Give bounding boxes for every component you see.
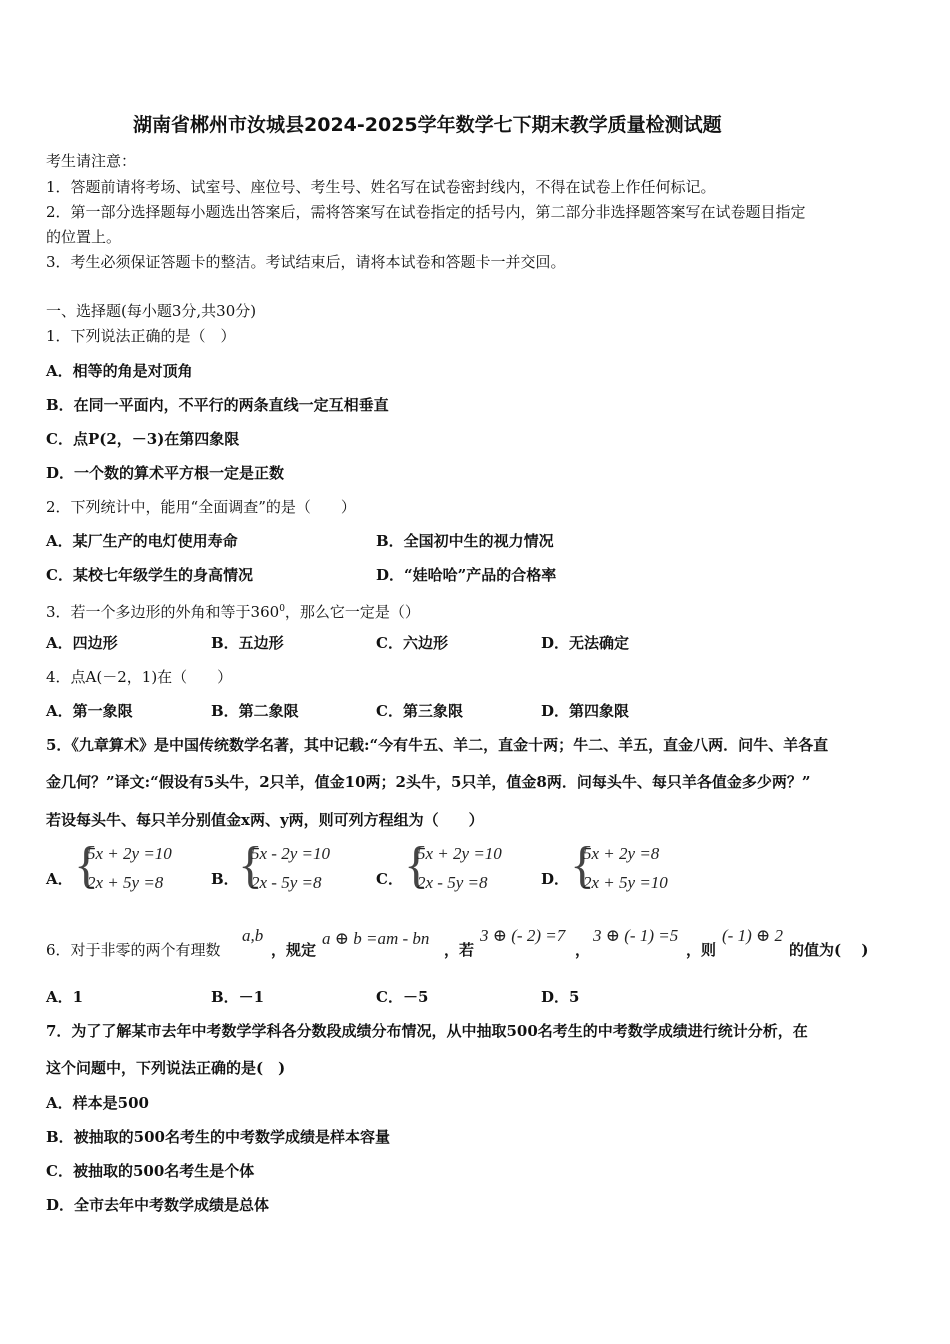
section-heading: 一、选择题(每小题3分,共30分) [46, 302, 257, 320]
question-2-stem: 2．下列统计中，能用“全面调查”的是（ ） [46, 498, 356, 516]
notice-item: 1．答题前请将考场、试室号、座位号、考生号、姓名写在试卷密封线内，不得在试卷上作任何标记。 [46, 178, 716, 196]
math-expression: a,b [242, 926, 264, 945]
notice-item: 2．第一部分选择题每小题选出答案后，需将答案写在试卷指定的括号内，第二部分非选择题答案写在试卷题目指定 [46, 203, 806, 221]
question-4-option-c: C．第三象限 [376, 702, 463, 720]
question-1-stem: 1．下列说法正确的是（ ） [46, 327, 236, 345]
equation-line: 2x - 5y =8 [417, 873, 488, 892]
question-3-option-b: B．五边形 [211, 634, 284, 652]
question-7-option-a: A．样本是500 [46, 1094, 149, 1112]
equation-line: 2x - 5y =8 [251, 873, 322, 892]
equation-line: 5x + 2y =8 [583, 844, 660, 863]
question-4-option-d: D．第四象限 [541, 702, 630, 720]
equation-line: 2x + 5y =10 [583, 873, 668, 892]
question-4-option-b: B．第二象限 [211, 702, 299, 720]
question-6-stem: 6．对于非零的两个有理数 [46, 941, 221, 959]
option-label: A． [46, 870, 73, 888]
question-4-option-a: A．第一象限 [46, 702, 133, 720]
question-3-stem-text: 3．若一个多边形的外角和等于360 [46, 603, 280, 621]
math-expression: (- 1) ⊕ 2 [722, 926, 783, 945]
question-7-option-c: C．被抽取的500名考生是个体 [46, 1162, 255, 1180]
question-6-text: ， [575, 941, 591, 959]
question-6-option-d: D．5 [541, 988, 580, 1006]
brace-icon: { [404, 837, 429, 894]
question-1-option-d: D．一个数的算术平方根一定是正数 [46, 464, 285, 482]
question-5-stem-line: 金几何？”译文:“假设有5头牛，2只羊，值金10两；2头牛，5只羊，值金8两．问每头牛、每只羊各值金多少两？” [46, 773, 811, 791]
question-4-stem: 4．点A(－2，1)在（ ） [46, 668, 233, 686]
question-3-option-d: D．无法确定 [541, 634, 630, 652]
question-1-option-a: A．相等的角是对顶角 [46, 362, 193, 380]
page-title: 湖南省郴州市汝城县2024-2025学年数学七下期末教学质量检测试题 [133, 114, 722, 136]
question-1-option-c: C．点P(2，－3)在第四象限 [46, 430, 240, 448]
question-6-text: ，规定 [271, 941, 317, 959]
question-3-option-c: C．六边形 [376, 634, 448, 652]
question-2-option-b: B．全国初中生的视力情况 [376, 532, 554, 550]
question-6-option-c: C．－5 [376, 988, 429, 1006]
notice-item: 3．考生必须保证答题卡的整洁。考试结束后，请将本试卷和答题卡一并交回。 [46, 253, 566, 271]
question-6-text: ，则 [686, 941, 717, 959]
question-1-option-b: B．在同一平面内，不平行的两条直线一定互相垂直 [46, 396, 389, 414]
option-label: D． [541, 870, 570, 888]
question-3-stem-tail: ，那么它一定是（） [284, 603, 420, 621]
question-6-option-a: A．1 [46, 988, 84, 1006]
question-5-stem-line: 5．《九章算术》是中国传统数学名著，其中记载:“今有牛五、羊二，直金十两；牛二、羊五，直金八两．问牛、羊各直 [46, 736, 829, 754]
question-2-option-d: D．“娃哈哈”产品的合格率 [376, 566, 557, 584]
question-2-option-a: A．某厂生产的电灯使用寿命 [46, 532, 238, 550]
equation-line: 5x + 2y =10 [87, 844, 172, 863]
question-6-text: ，若 [444, 941, 475, 959]
question-3-option-a: A．四边形 [46, 634, 118, 652]
question-6-option-b: B．－1 [211, 988, 265, 1006]
math-expression: a ⊕ b =am - bn [322, 929, 430, 948]
brace-icon: { [238, 837, 263, 894]
equation-line: 5x + 2y =10 [417, 844, 502, 863]
question-2-option-c: C．某校七年级学生的身高情况 [46, 566, 253, 584]
question-7-stem-line: 这个问题中，下列说法正确的是( ) [46, 1059, 286, 1077]
question-7-stem-line: 7．为了了解某市去年中考数学学科各分数段成绩分布情况，从中抽取500名考生的中考数学成绩进行统计分析，在 [46, 1022, 808, 1040]
option-label: B． [211, 870, 239, 888]
notice-item: 的位置上。 [46, 228, 122, 246]
option-label: C． [376, 870, 403, 888]
question-7-option-b: B．被抽取的500名考生的中考数学成绩是样本容量 [46, 1128, 390, 1146]
question-7-option-d: D．全市去年中考数学成绩是总体 [46, 1196, 270, 1214]
brace-icon: { [74, 837, 99, 894]
question-3-stem [46, 599, 420, 622]
brace-icon: { [570, 837, 595, 894]
math-expression: 3 ⊕ (- 1) =5 [593, 926, 679, 945]
question-5-stem-line: 若设每头牛、每只羊分别值金x两、y两，则可列方程组为（ ） [46, 811, 484, 829]
equation-line: 2x + 5y =8 [87, 873, 164, 892]
question-6-text: 的值为( ) [789, 941, 869, 959]
notice-heading: 考生请注意： [46, 152, 137, 170]
equation-line: 5x - 2y =10 [251, 844, 330, 863]
math-expression: 3 ⊕ (- 2) =7 [480, 926, 566, 945]
degree-superscript: 0 [279, 604, 285, 614]
